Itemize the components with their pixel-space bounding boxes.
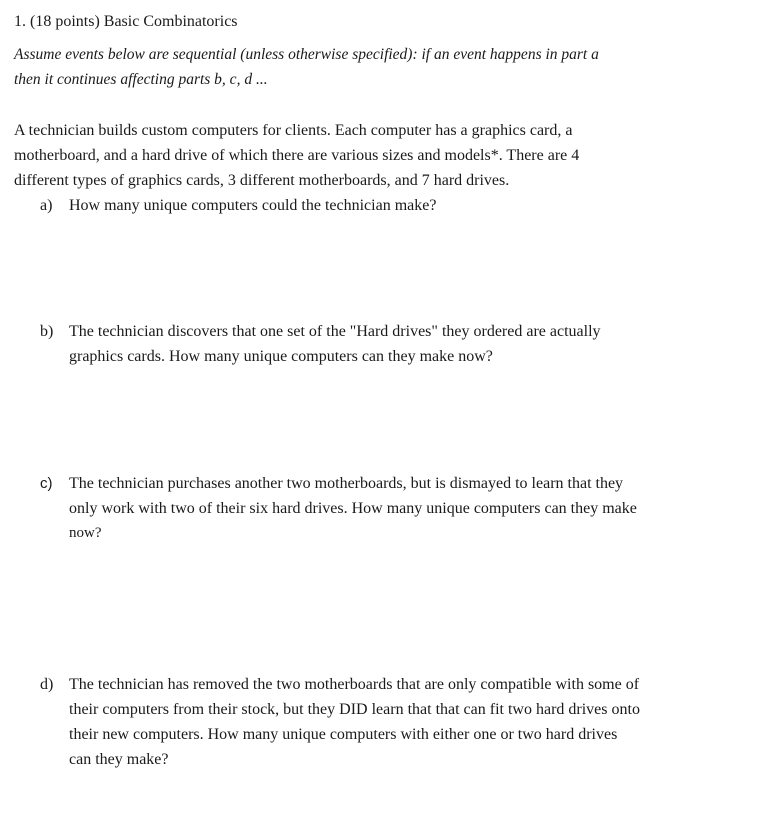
part-text [69, 672, 740, 772]
part-line: only work with two of their six hard drives. How many unique computers can they make [69, 500, 637, 517]
assumption-note [14, 42, 734, 92]
part-line: can they make? [69, 751, 169, 768]
part-text [69, 471, 740, 546]
assumption-line: Assume events below are sequential (unless otherwise specified): if an event happens in part a [14, 46, 599, 63]
question-heading: 1. (18 points) Basic Combinatorics [14, 13, 238, 30]
part-line: The technician purchases another two motherboards, but is dismayed to learn that they [69, 475, 624, 492]
intro-line: motherboard, and a hard drive of which there are various sizes and models*. There are 4 [14, 147, 580, 164]
part-line: their computers from their stock, but they DID learn that that can fit two hard drives onto [69, 701, 640, 718]
part-d [40, 672, 740, 772]
part-a [40, 193, 740, 218]
part-text [69, 193, 740, 218]
part-letter: a) [40, 197, 53, 214]
part-letter: c) [40, 475, 53, 492]
intro-line: different types of graphics cards, 3 different motherboards, and 7 hard drives. [14, 172, 510, 189]
part-line: The technician discovers that one set of the "Hard drives" they ordered are actually [69, 323, 601, 340]
part-line: now? [69, 525, 102, 541]
part-letter: d) [40, 676, 54, 693]
assumption-line: then it continues affecting parts b, c, d ... [14, 71, 268, 88]
part-letter: b) [40, 323, 54, 340]
part-line: graphics cards. How many unique computers can they make now? [69, 348, 493, 365]
part-line: their new computers. How many unique computers with either one or two hard drives [69, 726, 618, 743]
part-b [40, 319, 740, 369]
part-line: How many unique computers could the technician make? [69, 197, 437, 214]
intro-line: A technician builds custom computers for clients. Each computer has a graphics card, a [14, 122, 573, 139]
problem-intro [14, 118, 734, 193]
part-line: The technician has removed the two motherboards that are only compatible with some of [69, 676, 640, 693]
part-text [69, 319, 740, 369]
part-c [40, 471, 740, 546]
